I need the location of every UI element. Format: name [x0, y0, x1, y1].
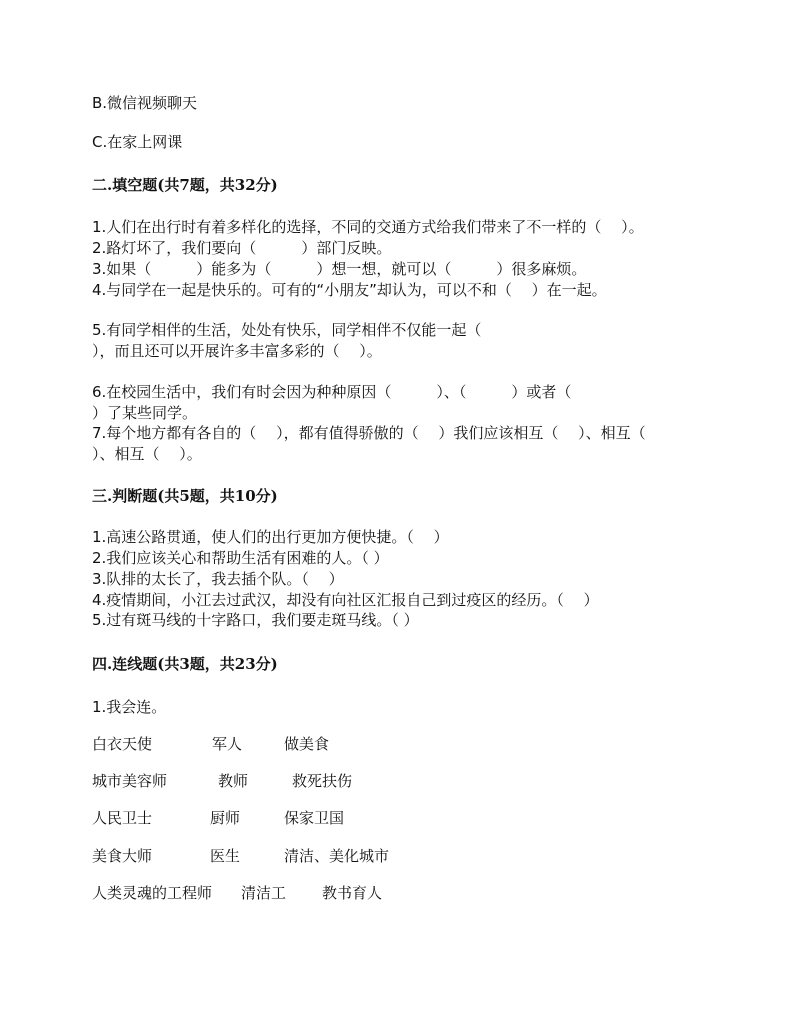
fill-q4: 4.与同学在一起是快乐的。可有的“小朋友”却认为，可以不和（ ）在一起。 [92, 281, 607, 299]
match-middle: 厨师 [210, 809, 241, 827]
section4-heading: 四.连线题(共3题，共23分) [92, 655, 278, 673]
match-left: 美食大师 [92, 847, 153, 865]
match-row [92, 846, 712, 866]
match-left: 人民卫士 [92, 809, 153, 827]
fill-q2: 2.路灯坏了，我们要向（ ）部门反映。 [92, 239, 392, 257]
fill-q5-part1: 5.有同学相伴的生活，处处有快乐，同学相伴不仅能一起（ [92, 321, 482, 339]
judge-q1: 1.高速公路贯通，使人们的出行更加方便快捷。（ ） [92, 528, 449, 546]
match-middle: 清洁工 [241, 884, 287, 902]
match-right: 救死扶伤 [292, 772, 353, 790]
fill-q6-part2: ）了某些同学。 [92, 404, 198, 422]
match-middle: 教师 [218, 772, 249, 790]
match-row [92, 883, 712, 903]
fill-q7-part2: ）、相互（ ）。 [92, 445, 202, 463]
match-row [92, 734, 712, 754]
match-left: 白衣天使 [92, 735, 153, 753]
fill-q3: 3.如果（ ）能多为（ ）想一想，就可以（ ）很多麻烦。 [92, 260, 587, 278]
option-b: B.微信视频聊天 [92, 94, 198, 112]
match-right: 清洁、美化城市 [284, 847, 390, 865]
match-question: 1.我会连。 [92, 698, 167, 716]
option-c: C.在家上网课 [92, 133, 183, 151]
fill-q5-part2: ），而且还可以开展许多丰富多彩的（ ）。 [92, 342, 382, 360]
section3-heading: 三.判断题(共5题，共10分) [92, 487, 278, 505]
judge-q5: 5.过有斑马线的十字路口，我们要走斑马线。（ ） [92, 611, 419, 629]
match-middle: 军人 [212, 735, 243, 753]
match-row [92, 808, 712, 828]
match-right: 教书育人 [322, 884, 383, 902]
match-left: 城市美容师 [92, 772, 168, 790]
match-row [92, 771, 712, 791]
match-left: 人类灵魂的工程师 [92, 884, 213, 902]
judge-q2: 2.我们应该关心和帮助生活有困难的人。（ ） [92, 549, 389, 567]
match-right: 保家卫国 [284, 809, 345, 827]
fill-q7-part1: 7.每个地方都有各自的（ ），都有值得骄傲的（ ）我们应该相互（ ）、相互（ [92, 424, 646, 442]
match-right: 做美食 [284, 735, 330, 753]
section2-heading: 二.填空题(共7题，共32分) [92, 176, 278, 194]
fill-q6-part1: 6.在校园生活中，我们有时会因为种种原因（ ）、（ ）或者（ [92, 383, 572, 401]
judge-q3: 3.队排的太长了，我去插个队。（ ） [92, 570, 344, 588]
judge-q4: 4.疫情期间，小江去过武汉，却没有向社区汇报自己到过疫区的经历。（ ） [92, 591, 599, 609]
match-middle: 医生 [210, 847, 241, 865]
fill-q1: 1.人们在出行时有着多样化的选择，不同的交通方式给我们带来了不一样的（ ）。 [92, 218, 644, 236]
